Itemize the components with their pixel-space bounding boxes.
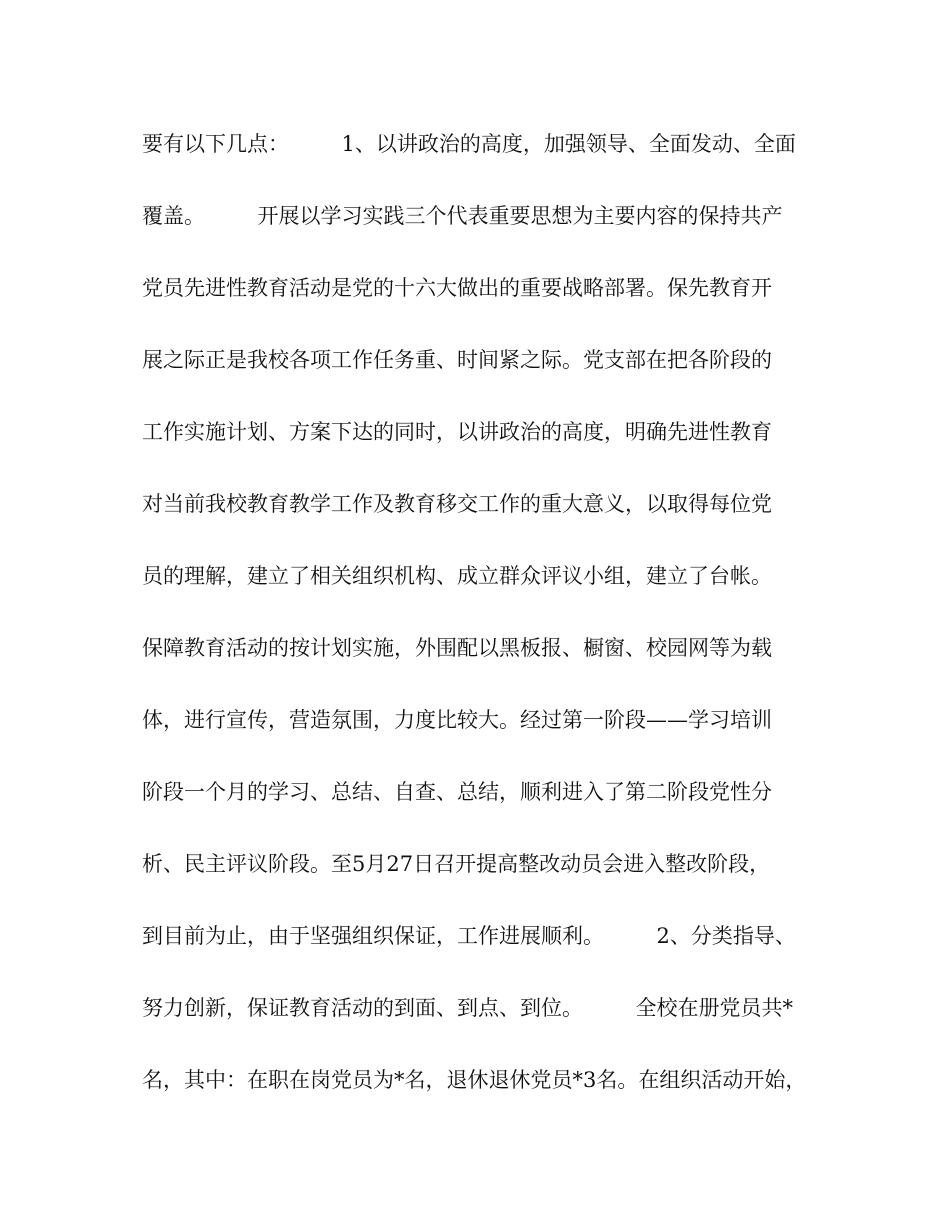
text-line: 展之际正是我校各项工作任务重、时间紧之际。党支部在把各阶段的 — [142, 348, 772, 372]
text-line: 保障教育活动的按计划实施，外围配以黑板报、橱窗、校园网等为载 — [142, 636, 772, 660]
text-line: 到目前为止，由于坚强组织保证，工作进展顺利。 2、分类指导、 — [142, 924, 796, 948]
text-line: 析、民主评议阶段。至5月27日召开提高整改动员会进入整改阶段， — [142, 852, 771, 876]
text-line: 努力创新，保证教育活动的到面、到点、到位。 全校在册党员共* — [142, 996, 793, 1020]
text-line: 党员先进性教育活动是党的十六大做出的重要战略部署。保先教育开 — [142, 276, 772, 300]
text-line: 体，进行宣传，营造氛围，力度比较大。经过第一阶段——学习培训 — [142, 708, 772, 732]
text-line: 覆盖。 开展以学习实践三个代表重要思想为主要内容的保持共产 — [142, 204, 783, 228]
text-line: 对当前我校教育教学工作及教育移交工作的重大意义，以取得每位党 — [142, 492, 772, 516]
text-line: 名，其中：在职在岗党员为*名，退休退休党员*3名。在组织活动开始， — [142, 1068, 807, 1092]
text-line: 员的理解，建立了相关组织机构、成立群众评议小组，建立了台帐。 — [142, 564, 772, 588]
text-line: 要有以下几点： 1、以讲政治的高度，加强领导、全面发动、全面 — [142, 132, 796, 156]
text-line: 阶段一个月的学习、总结、自查、总结，顺利进入了第二阶段党性分 — [142, 780, 772, 804]
text-line: 工作实施计划、方案下达的同时，以讲政治的高度，明确先进性教育 — [142, 420, 772, 444]
